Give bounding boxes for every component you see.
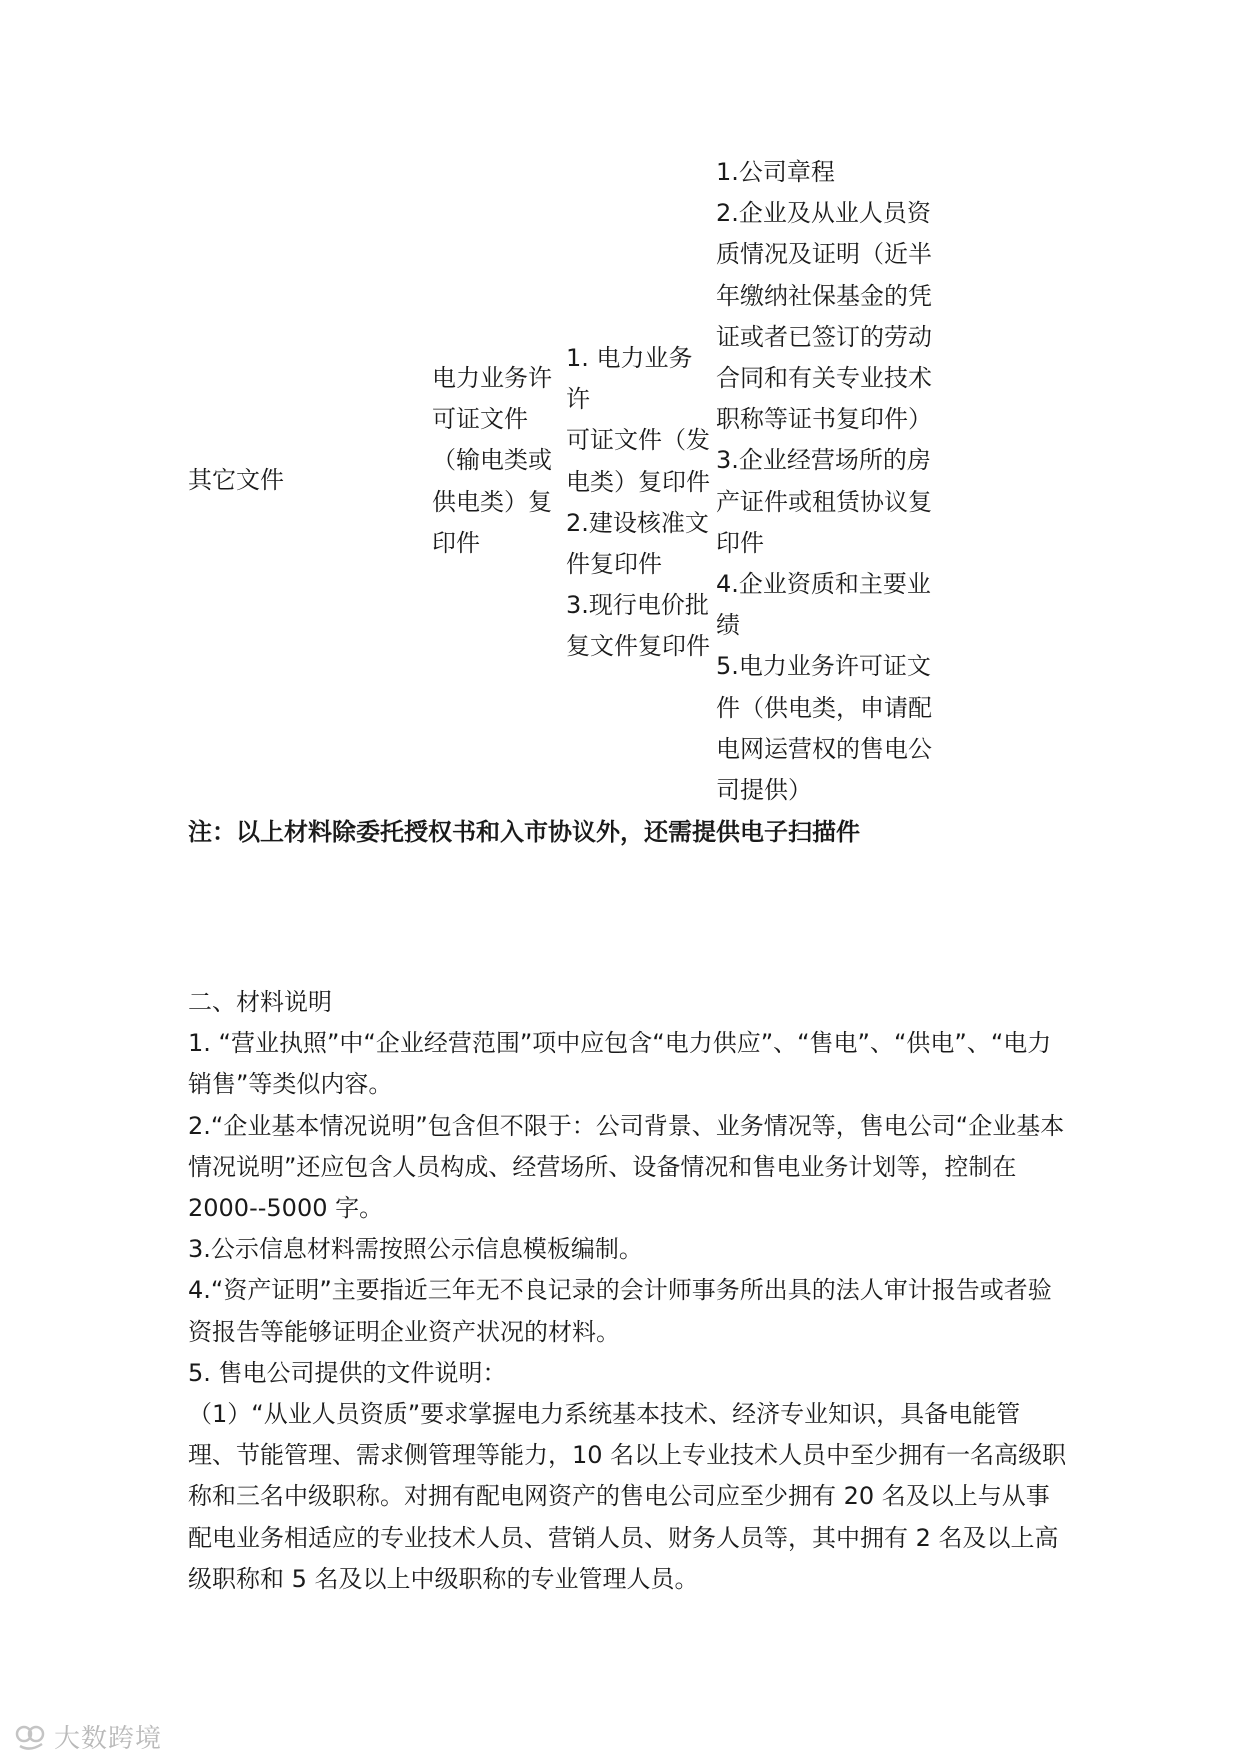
- paragraph: 3.公示信息材料需按照公示信息模板编制。: [188, 1235, 643, 1264]
- watermark: [14, 1718, 162, 1755]
- paragraph: 1. “营业执照”中“企业经营范围”项中应包含“电力供应”、“售电”、“供电”、“电力销售”等类似内容。: [188, 1029, 1052, 1099]
- paragraph: 4.“资产证明”主要指近三年无不良记录的会计师事务所出具的法人审计报告或者验资报告等能够证明企业资产状况的材料。: [188, 1276, 1052, 1346]
- table-cell-retail-company-docs: 1.公司章程 2.企业及从业人员资 质情况及证明（近半 年缴纳社保基金的凭 证或者已签订的劳动 合同和有关专业技术 职称等证书复印件） 3.企业经营场所的房 产证件或租赁协议复 印件 4.企业资质和主要业 绩 5.电力业务许可证文 件（供电类，申请配 电网运营权的售电公 司提供）: [716, 158, 932, 805]
- brand-logo-icon: [14, 1722, 48, 1752]
- table-cell-generation-docs: 1. 电力业务许 可证文件（发 电类）复印件 2.建设核准文 件复印件 3.现行电价批 复文件复印件: [566, 344, 710, 661]
- note-text: 注：以上材料除委托授权书和入市协议外，还需提供电子扫描件: [188, 818, 860, 846]
- section-heading: 二、材料说明: [188, 988, 332, 1016]
- watermark-text: 大数跨境: [54, 1724, 163, 1754]
- paragraph: 2.“企业基本情况说明”包含但不限于：公司背景、业务情况等，售电公司“企业基本情况说明”还应包含人员构成、经营场所、设备情况和售电业务计划等，控制在 2000--5000 字。: [188, 1111, 1065, 1223]
- materials-section: [188, 982, 1068, 1600]
- table-row-label: 其它文件: [188, 466, 284, 494]
- paragraph: （1）“从业人员资质”要求掌握电力系统基本技术、经济专业知识，具备电能管理、节能管理、需求侧管理等能力，10 名以上专业技术人员中至少拥有一名高级职称和三名中级职称。对拥有配电网资产的售电公司应至少拥有 20 名及以上与从事配电业务相适应的专业技术人员、营销人员、财务人员等，其中拥有 2 名及以上高级职称和 5 名及以上中级职称的专业管理人员。: [188, 1400, 1067, 1593]
- table-cell-transmission-license: 电力业务许 可证文件 （输电类或 供电类）复 印件: [432, 364, 552, 557]
- paragraph: 5. 售电公司提供的文件说明：: [188, 1358, 507, 1387]
